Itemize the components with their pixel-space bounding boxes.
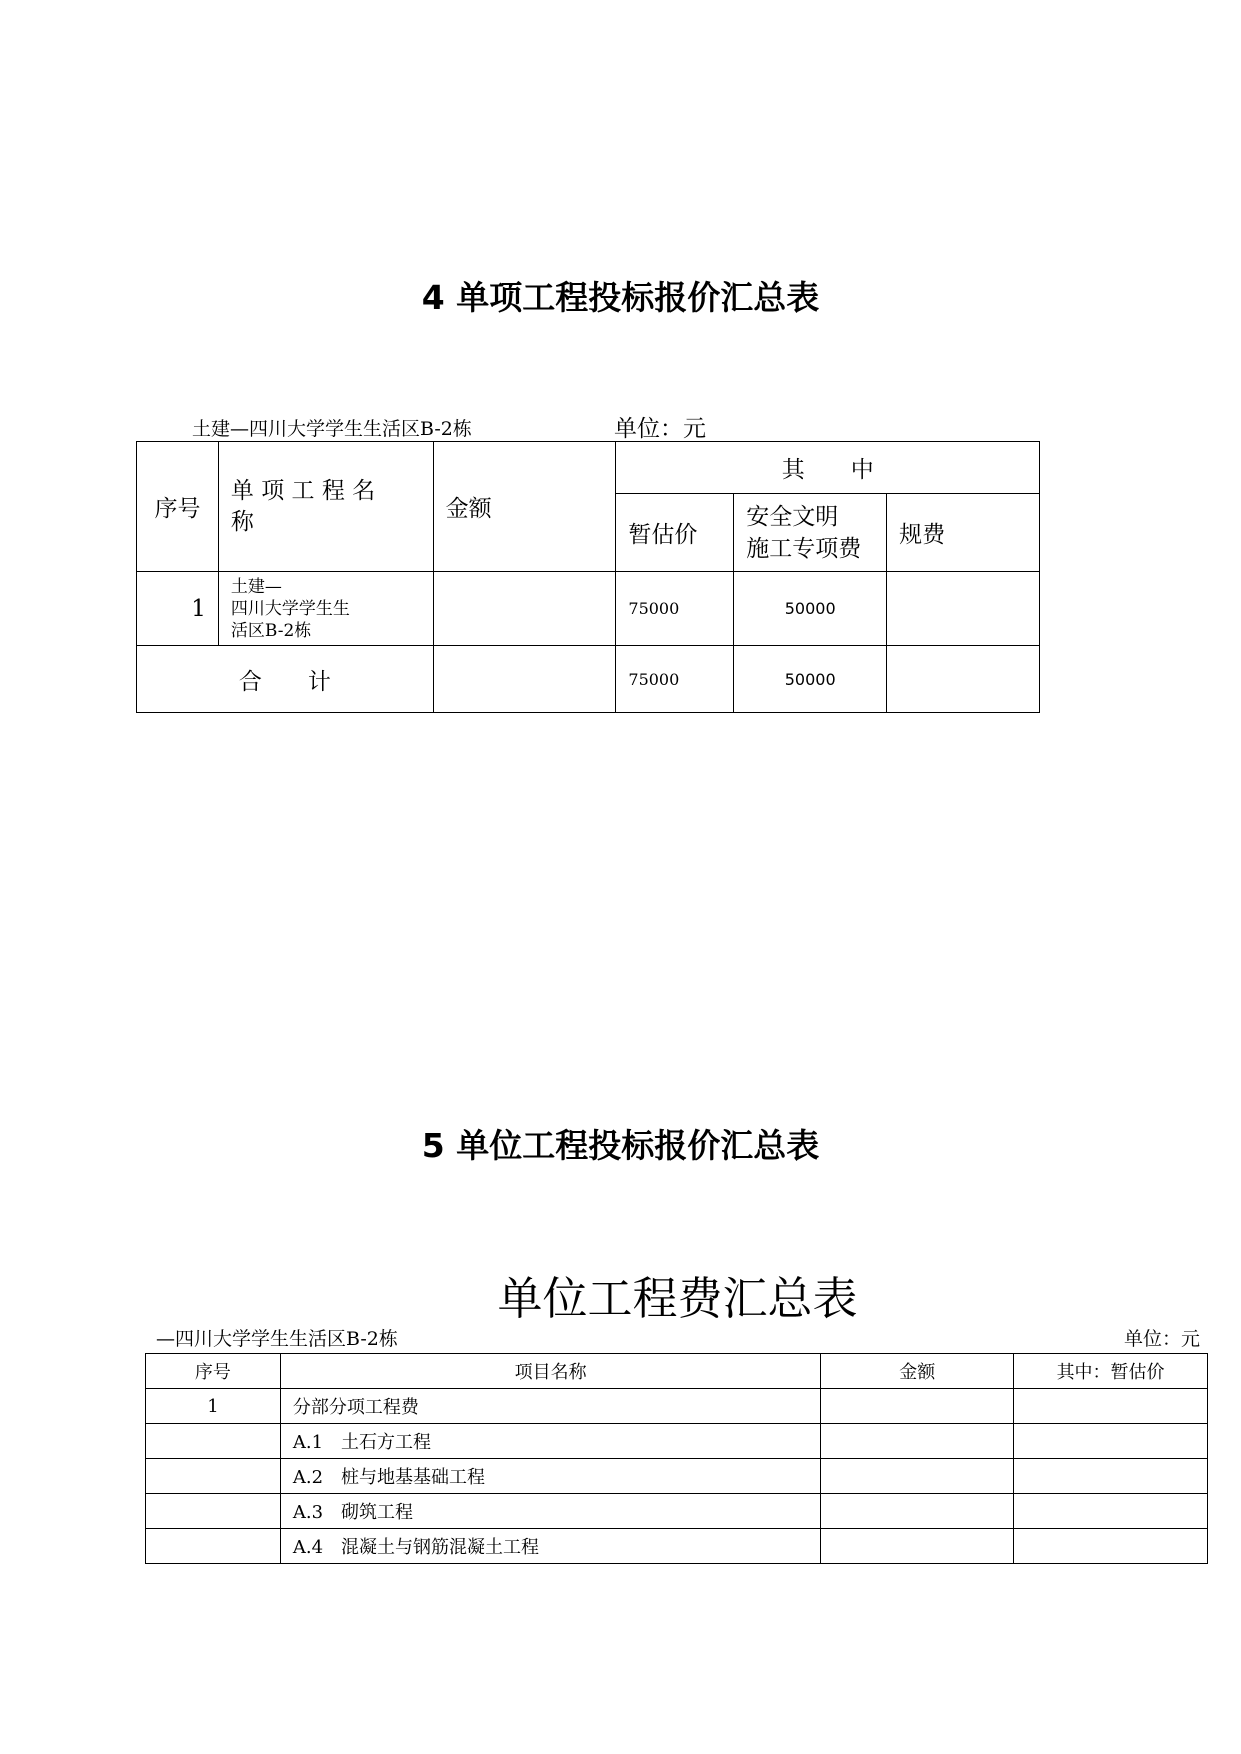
unit-cost-table-title: 单位工程费汇总表 xyxy=(497,1272,858,1325)
row-item-name: A.2 桩与地基基础工程 xyxy=(280,1459,820,1494)
row-project-name-line2: 四川大学学生生 xyxy=(230,598,350,619)
table-header-row xyxy=(146,1354,1208,1389)
section5-project-name: —四川大学学生生活区B-2栋 xyxy=(156,1328,398,1350)
row-project-name-line1: 土建— xyxy=(230,576,282,597)
header-project-name-line1: 单 项 工 程 名 xyxy=(230,477,376,504)
row-provisional xyxy=(1014,1494,1208,1529)
header-project-name-line2: 称 xyxy=(230,508,254,535)
row-provisional xyxy=(1014,1424,1208,1459)
table-row xyxy=(146,1389,1208,1424)
row-provisional xyxy=(1014,1459,1208,1494)
row-amount xyxy=(821,1389,1014,1424)
row-seq xyxy=(146,1494,281,1529)
header-provisional: 暂估价 xyxy=(616,494,734,572)
total-row xyxy=(137,646,1040,713)
unit-cost-summary-table xyxy=(145,1353,1208,1564)
row-safety: 50000 xyxy=(734,572,887,646)
total-fees xyxy=(887,646,1040,713)
single-project-summary-table xyxy=(136,441,1040,713)
section4-project-name: 土建—四川大学学生生活区B-2栋 xyxy=(192,418,472,440)
section4-title: 4 单项工程投标报价汇总表 xyxy=(421,278,820,317)
section4-unit: 单位：元 xyxy=(614,416,706,442)
row-seq: 1 xyxy=(137,572,219,646)
row-item-name: A.1 土石方工程 xyxy=(280,1424,820,1459)
table-row xyxy=(137,572,1040,646)
table-row xyxy=(146,1529,1208,1564)
header-amount: 金额 xyxy=(433,442,616,572)
row-project-name-line3: 活区B-2栋 xyxy=(230,620,312,641)
table-row xyxy=(146,1424,1208,1459)
total-amount xyxy=(433,646,616,713)
row-seq: 1 xyxy=(146,1389,281,1424)
header-safety-line1: 安全文明 xyxy=(746,503,839,530)
row-seq xyxy=(146,1529,281,1564)
total-provisional: 75000 xyxy=(616,646,734,713)
total-label: 合 计 xyxy=(137,646,434,713)
row-amount xyxy=(821,1529,1014,1564)
header-seq: 序号 xyxy=(146,1354,281,1389)
row-provisional xyxy=(1014,1529,1208,1564)
header-item-name: 项目名称 xyxy=(280,1354,820,1389)
row-seq xyxy=(146,1424,281,1459)
row-amount xyxy=(821,1494,1014,1529)
row-item-name: A.3 砌筑工程 xyxy=(280,1494,820,1529)
table-row xyxy=(146,1459,1208,1494)
section5-title: 5 单位工程投标报价汇总表 xyxy=(421,1126,820,1165)
row-item-name: 分部分项工程费 xyxy=(280,1389,820,1424)
row-project-name xyxy=(218,572,433,646)
section5-unit: 单位：元 xyxy=(1124,1328,1201,1350)
total-safety: 50000 xyxy=(734,646,887,713)
header-fees: 规费 xyxy=(887,494,1040,572)
row-provisional: 75000 xyxy=(616,572,734,646)
header-safety-line2: 施工专项费 xyxy=(746,535,862,562)
header-provisional: 其中：暂估价 xyxy=(1014,1354,1208,1389)
row-amount xyxy=(821,1459,1014,1494)
header-amount: 金额 xyxy=(821,1354,1014,1389)
header-safety xyxy=(734,494,887,572)
row-amount xyxy=(433,572,616,646)
row-fees xyxy=(887,572,1040,646)
row-seq xyxy=(146,1459,281,1494)
row-amount xyxy=(821,1424,1014,1459)
header-among: 其 中 xyxy=(616,442,1040,494)
table-row xyxy=(146,1494,1208,1529)
row-item-name: A.4 混凝土与钢筋混凝土工程 xyxy=(280,1529,820,1564)
header-project-name xyxy=(218,442,433,572)
header-seq: 序号 xyxy=(137,442,219,572)
row-provisional xyxy=(1014,1389,1208,1424)
